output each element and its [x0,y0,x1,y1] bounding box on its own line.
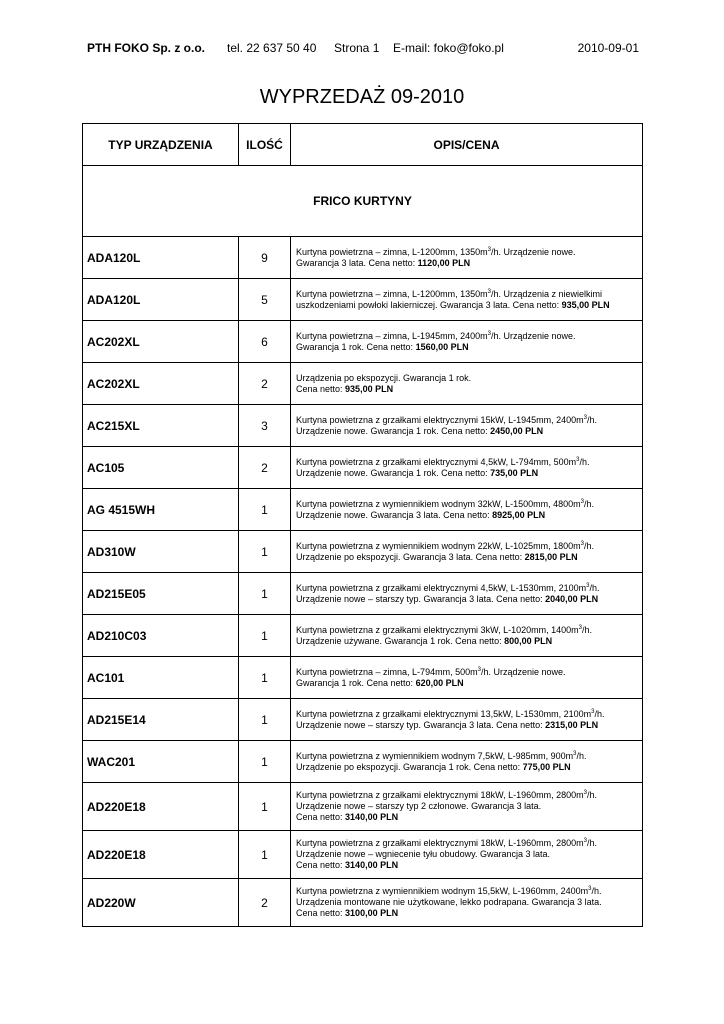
price-value: 1560,00 PLN [415,341,469,352]
phone-number: tel. 22 637 50 40 [227,41,317,55]
description-text: /h. [583,540,594,551]
description-line [296,342,638,353]
unit-superscript: 3 [573,750,577,757]
description-line [296,709,638,720]
unit-superscript: 3 [576,456,580,463]
description-text: Kurtyna powietrzna z grzałkami elektrycznymi 13,5kW, L-1530mm, 2100m [296,708,592,719]
description-line [296,541,638,552]
quantity-cell: 3 [239,405,291,447]
table-row [83,783,643,831]
description-line [296,886,638,897]
description-text: Kurtyna powietrzna – zimna, L-1945mm, 2400m [296,330,488,341]
unit-superscript: 3 [588,886,592,892]
description-line [296,678,638,689]
description-line [296,636,638,647]
price-value: 620,00 PLN [415,677,464,688]
table-row [83,279,643,321]
description-cell [291,573,643,615]
unit-superscript: 3 [586,582,590,589]
quantity-cell: 1 [239,699,291,741]
quantity-cell: 1 [239,531,291,573]
description-text: Urządzenie nowe. Gwarancja 1 rok. Cena netto: [296,425,491,436]
description-cell [291,657,643,699]
device-type-cell: AD220W [83,879,239,927]
description-text: Kurtyna powietrzna z wymiennikiem wodnym 7,5kW, L-985mm, 900m [296,750,574,761]
description-text: Kurtyna powietrzna – zimna, L-794mm, 500m [296,666,478,677]
description-cell [291,489,643,531]
device-type-cell: AD310W [83,531,239,573]
price-value: 775,00 PLN [522,761,571,772]
page-number: Strona 1 [334,41,380,55]
table-row [83,615,643,657]
table-row [83,321,643,363]
price-value: 2315,00 PLN [545,719,599,730]
description-line [296,457,638,468]
table-row [83,831,643,879]
quantity-cell: 2 [239,447,291,489]
description-cell [291,279,643,321]
column-header-qty: ILOŚĆ [239,124,291,166]
device-type-cell: AD210C03 [83,615,239,657]
price-value: 1120,00 PLN [417,257,471,268]
table-body [83,166,643,927]
device-type-cell: WAC201 [83,741,239,783]
description-text: Urządzenie nowe – starszy typ 2 członowe. Gwarancja 3 lata. [296,801,542,811]
unit-superscript: 3 [487,246,491,253]
description-text: Cena netto: [296,383,346,394]
unit-superscript: 3 [583,414,587,421]
description-cell [291,363,643,405]
description-text: Urządzenie po ekspozycji. Gwarancja 1 rok. Cena netto: [296,761,523,772]
description-text: Cena netto: [296,908,346,918]
description-text: /h. [594,708,605,719]
quantity-cell: 2 [239,363,291,405]
device-type-cell: AG 4515WH [83,489,239,531]
device-type-cell: AD220E18 [83,831,239,879]
price-value: 800,00 PLN [504,635,553,646]
description-line [296,594,638,605]
description-line [296,849,638,860]
device-type-cell: AC202XL [83,363,239,405]
device-type-cell: AD220E18 [83,783,239,831]
description-text: /h. [583,498,594,509]
description-line [296,625,638,636]
table-header-row [83,124,643,166]
description-text: Gwarancja 1 rok. Cena netto: [296,677,416,688]
device-type-cell: ADA120L [83,237,239,279]
price-value: 8925,00 PLN [492,509,546,520]
unit-superscript: 3 [580,498,584,505]
description-text: /h. [589,582,600,593]
unit-superscript: 3 [487,330,491,337]
description-text: Kurtyna powietrzna – zimna, L-1200mm, 1350m [296,246,488,257]
quantity-cell: 1 [239,831,291,879]
description-line [296,258,638,269]
price-value: 3100,00 PLN [345,908,399,918]
table-row [83,447,643,489]
description-cell [291,831,643,879]
description-text: Kurtyna powietrzna z grzałkami elektrycznymi 4,5kW, L-794mm, 500m [296,456,577,467]
device-type-cell: AD215E05 [83,573,239,615]
description-line [296,415,638,426]
quantity-cell: 1 [239,741,291,783]
description-line [296,300,638,311]
description-text: Gwarancja 3 lata. Cena netto: [296,257,418,268]
price-value: 3140,00 PLN [345,860,399,870]
device-type-cell: AC215XL [83,405,239,447]
description-line [296,331,638,342]
unit-superscript: 3 [591,708,595,715]
description-text: Kurtyna powietrzna z wymiennikiem wodnym 32kW, L-1500mm, 4800m [296,498,581,509]
unit-superscript: 3 [583,838,587,844]
description-text: Kurtyna powietrzna z grzałkami elektrycznymi 18kW, L-1960mm, 2800m [296,838,584,848]
company-name: PTH FOKO Sp. z o.o. [87,41,205,55]
description-line [296,838,638,849]
description-text: Urządzenie nowe. Gwarancja 3 lata. Cena netto: [296,509,493,520]
table-row [83,237,643,279]
description-line [296,289,638,300]
device-type-cell: ADA120L [83,279,239,321]
description-cell [291,531,643,573]
column-header-type: TYP URZĄDZENIA [83,124,239,166]
description-line [296,667,638,678]
description-text: /h. [581,624,592,635]
description-cell [291,405,643,447]
description-text: Urządzenie nowe. Gwarancja 1 rok. Cena netto: [296,467,491,478]
description-text: /h. Urządzenie nowe. [490,246,576,257]
description-line [296,762,638,773]
quantity-cell: 1 [239,489,291,531]
device-type-cell: AD215E14 [83,699,239,741]
description-text: Urządzenia montowane nie użytkowane, lekko podrapana. Gwarancja 3 lata. [296,897,602,907]
description-line [296,510,638,521]
description-line [296,751,638,762]
table-row [83,573,643,615]
device-type-cell: AC105 [83,447,239,489]
email-address: E-mail: foko@foko.pl [393,41,504,55]
description-text: uszkodzeniami powłoki lakierniczej. Gwarancja 3 lata. Cena netto: [296,299,562,310]
description-text: Kurtyna powietrzna z grzałkami elektrycznymi 15kW, L-1945mm, 2400m [296,414,584,425]
description-text: Gwarancja 1 rok. Cena netto: [296,341,416,352]
column-header-desc: OPIS/CENA [291,124,643,166]
description-cell [291,699,643,741]
unit-superscript: 3 [487,288,491,295]
description-text: Kurtyna powietrzna – zimna, L-1200mm, 1350m [296,288,488,299]
quantity-cell: 1 [239,783,291,831]
description-line [296,384,638,395]
price-value: 2815,00 PLN [524,551,578,562]
description-text: Urządzenie nowe – starszy typ. Gwarancja 3 lata. Cena netto: [296,593,546,604]
description-text: /h. Urządzenie nowe. [490,330,576,341]
quantity-cell: 6 [239,321,291,363]
quantity-cell: 9 [239,237,291,279]
description-text: Cena netto: [296,812,346,822]
description-line [296,908,638,919]
description-line [296,426,638,437]
table-row [83,657,643,699]
description-line [296,468,638,479]
document-title: WYPRZEDAŻ 09-2010 [259,86,465,108]
table-row [83,879,643,927]
unit-superscript: 3 [477,666,481,673]
description-text: Urządzenie nowe – wgniecenie tyłu obudowy. Gwarancja 3 lata. [296,849,550,859]
price-value: 935,00 PLN [561,299,610,310]
description-text: Urządzenie nowe – starszy typ. Gwarancja 3 lata. Cena netto: [296,719,546,730]
price-value: 3140,00 PLN [345,812,399,822]
table-row [83,363,643,405]
quantity-cell: 5 [239,279,291,321]
section-row [83,166,643,237]
description-text: Urządzenie po ekspozycji. Gwarancja 3 lata. Cena netto: [296,551,525,562]
description-text: /h. Urządzenia z niewielkimi [490,288,602,299]
description-cell [291,879,643,927]
quantity-cell: 2 [239,879,291,927]
quantity-cell: 1 [239,657,291,699]
page-header [87,41,639,57]
description-text: Kurtyna powietrzna z wymiennikiem wodnym 22kW, L-1025mm, 1800m [296,540,581,551]
unit-superscript: 3 [583,790,587,796]
table-row [83,699,643,741]
description-line [296,583,638,594]
description-text: Cena netto: [296,860,346,870]
description-cell [291,237,643,279]
description-text: /h. [591,886,602,896]
device-type-cell: AC202XL [83,321,239,363]
description-cell [291,783,643,831]
description-line [296,552,638,563]
price-value: 2040,00 PLN [545,593,599,604]
description-text: Kurtyna powietrzna z grzałkami elektrycznymi 3kW, L-1020mm, 1400m [296,624,579,635]
description-line [296,897,638,908]
description-text: Kurtyna powietrzna z grzałkami elektrycznymi 18kW, L-1960mm, 2800m [296,790,584,800]
table-row [83,741,643,783]
description-cell [291,615,643,657]
description-line [296,247,638,258]
section-title: FRICO KURTYNY [83,166,643,237]
description-text: Kurtyna powietrzna z wymiennikiem wodnym 15,5kW, L-1960mm, 2400m [296,886,589,896]
description-text: /h. [586,838,597,848]
description-line [296,499,638,510]
table-row [83,531,643,573]
description-text: Urządzenia po ekspozycji. Gwarancja 1 rok. [296,372,472,383]
description-text: /h. [576,750,587,761]
description-line [296,812,638,823]
quantity-cell: 1 [239,615,291,657]
description-line [296,373,638,384]
description-text: /h. Urządzenie nowe. [480,666,566,677]
sale-table [82,123,643,927]
price-value: 735,00 PLN [490,467,539,478]
description-text: /h. [579,456,590,467]
description-cell [291,321,643,363]
price-value: 2450,00 PLN [490,425,544,436]
description-text: /h. [586,790,597,800]
description-cell [291,741,643,783]
header-date: 2010-09-01 [577,41,639,55]
description-text: Urządzenie używane. Gwarancja 1 rok. Cena netto: [296,635,505,646]
table-row [83,405,643,447]
quantity-cell: 1 [239,573,291,615]
description-line [296,860,638,871]
description-line [296,801,638,812]
description-text: /h. [586,414,597,425]
description-line [296,720,638,731]
description-cell [291,447,643,489]
description-line [296,790,638,801]
device-type-cell: AC101 [83,657,239,699]
unit-superscript: 3 [580,540,584,547]
unit-superscript: 3 [578,624,582,631]
table-row [83,489,643,531]
price-value: 935,00 PLN [345,383,394,394]
description-text: Kurtyna powietrzna z grzałkami elektrycznymi 4,5kW, L-1530mm, 2100m [296,582,587,593]
